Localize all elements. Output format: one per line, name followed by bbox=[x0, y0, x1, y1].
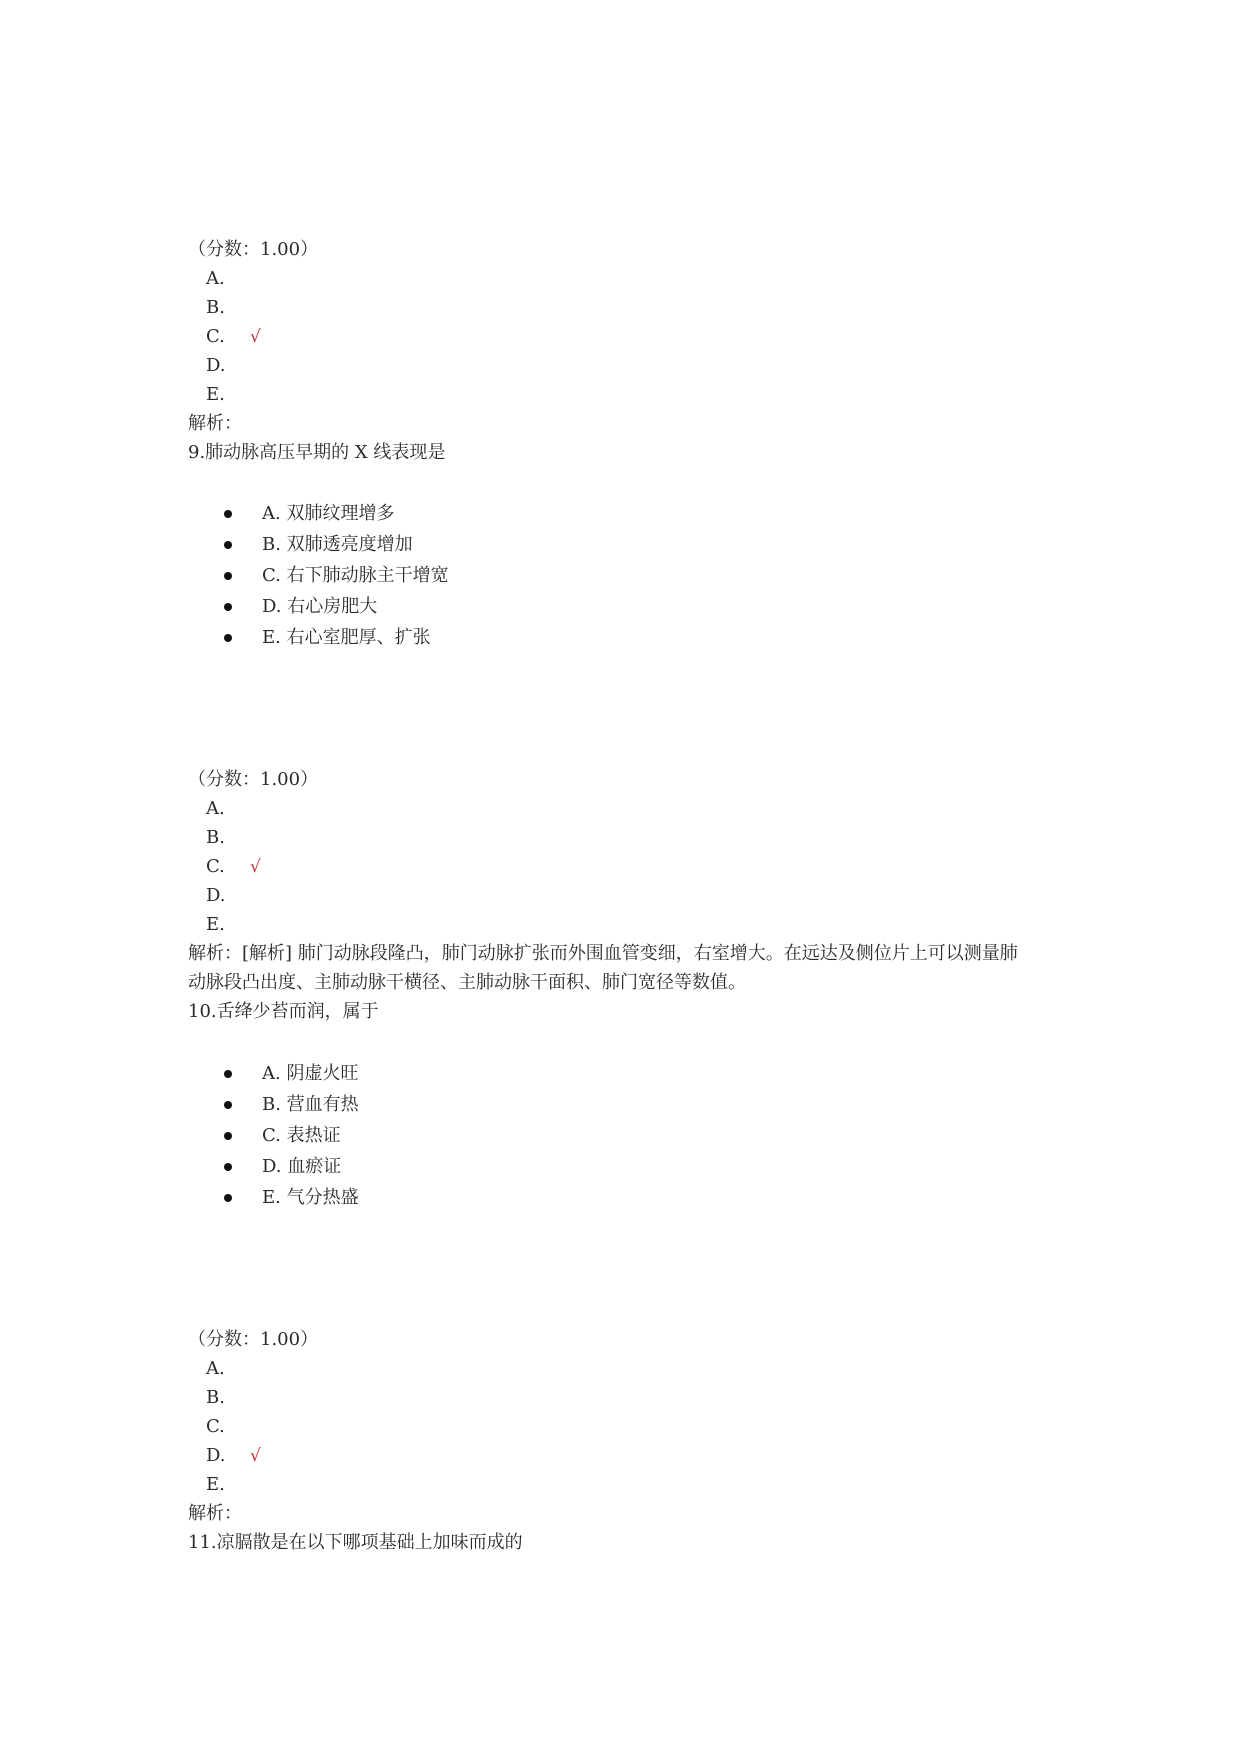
answer-option-c: C. bbox=[206, 856, 225, 877]
analysis-text: 解析： bbox=[188, 1503, 242, 1524]
question-stem: 9.肺动脉高压早期的 X 线表现是 bbox=[188, 442, 446, 463]
answer-option-a: A. bbox=[206, 268, 225, 289]
choice-a: A. 阴虚火旺 bbox=[262, 1063, 359, 1084]
score-label: （分数：1.00） bbox=[188, 769, 319, 790]
choice-e: E. 气分热盛 bbox=[262, 1187, 359, 1208]
bullet-icon bbox=[224, 634, 232, 642]
choice-d: D. 血瘀证 bbox=[262, 1156, 342, 1177]
answer-option-a: A. bbox=[206, 1358, 225, 1379]
score-label: （分数：1.00） bbox=[188, 1329, 319, 1350]
choice-b: B. 双肺透亮度增加 bbox=[262, 534, 413, 555]
answer-option-c: C. bbox=[206, 326, 225, 347]
question-stem: 10.舌绛少苔而润，属于 bbox=[188, 1001, 379, 1022]
bullet-icon bbox=[224, 1070, 232, 1078]
analysis-text: 解析：[解析] 肺门动脉段隆凸，肺门动脉扩张而外围血管变细，右室增大。在远达及侧位片上可以测量肺 bbox=[188, 943, 1018, 964]
answer-option-d: D. bbox=[206, 1445, 226, 1466]
choice-c: C. 表热证 bbox=[262, 1125, 341, 1146]
choice-c: C. 右下肺动脉主干增宽 bbox=[262, 565, 449, 586]
answer-option-b: B. bbox=[206, 827, 225, 848]
bullet-icon bbox=[224, 1101, 232, 1109]
choice-a: A. 双肺纹理增多 bbox=[262, 503, 395, 524]
bullet-icon bbox=[224, 510, 232, 518]
analysis-text: 解析： bbox=[188, 413, 242, 434]
choice-d: D. 右心房肥大 bbox=[262, 596, 378, 617]
choice-e: E. 右心室肥厚、扩张 bbox=[262, 627, 431, 648]
analysis-text: 动脉段凸出度、主肺动脉干横径、主肺动脉干面积、肺门宽径等数值。 bbox=[188, 972, 746, 993]
bullet-icon bbox=[224, 1163, 232, 1171]
bullet-icon bbox=[224, 1194, 232, 1202]
answer-option-e: E. bbox=[206, 1474, 225, 1495]
answer-option-b: B. bbox=[206, 297, 225, 318]
score-label: （分数：1.00） bbox=[188, 239, 319, 260]
correct-check-icon: √ bbox=[250, 1446, 261, 1466]
answer-option-d: D. bbox=[206, 885, 226, 906]
choice-b: B. 营血有热 bbox=[262, 1094, 359, 1115]
answer-option-b: B. bbox=[206, 1387, 225, 1408]
bullet-icon bbox=[224, 572, 232, 580]
bullet-icon bbox=[224, 603, 232, 611]
bullet-icon bbox=[224, 541, 232, 549]
correct-check-icon: √ bbox=[250, 327, 261, 347]
answer-option-d: D. bbox=[206, 355, 226, 376]
answer-option-c: C. bbox=[206, 1416, 225, 1437]
correct-check-icon: √ bbox=[250, 857, 261, 877]
answer-option-a: A. bbox=[206, 798, 225, 819]
bullet-icon bbox=[224, 1132, 232, 1140]
answer-option-e: E. bbox=[206, 384, 225, 405]
answer-option-e: E. bbox=[206, 914, 225, 935]
question-stem: 11.凉膈散是在以下哪项基础上加味而成的 bbox=[188, 1532, 523, 1553]
